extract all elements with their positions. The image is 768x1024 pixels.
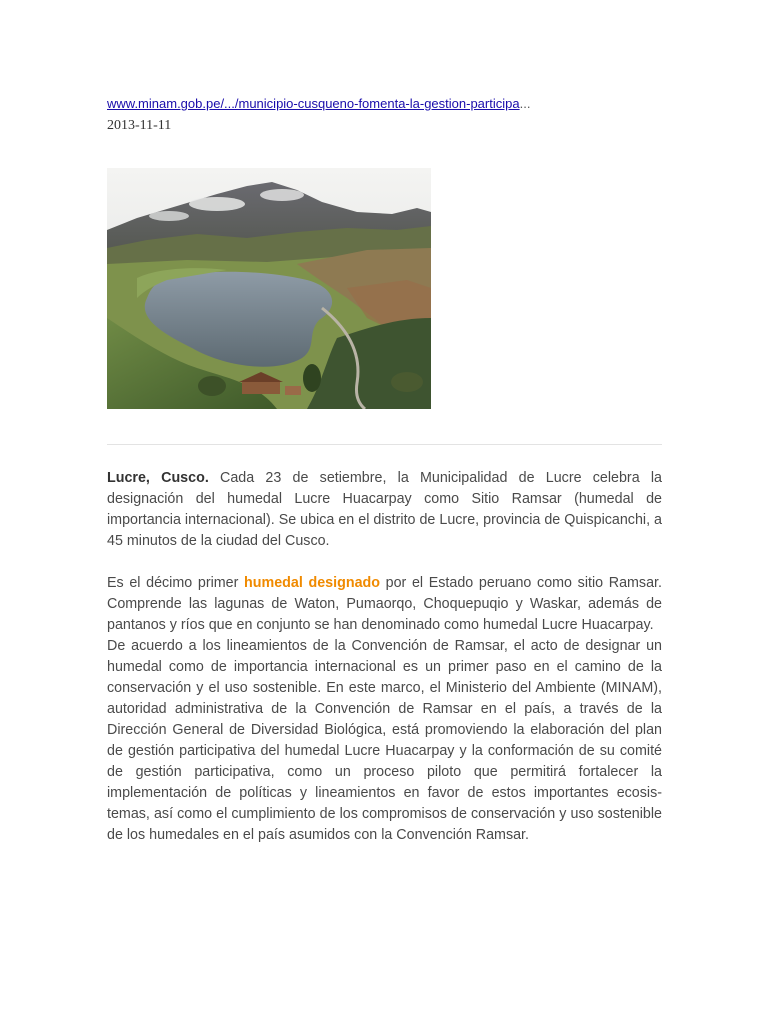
source-link[interactable]: www.minam.gob.pe/.../municipio-cusqueno-fomenta-la-gestion-participa (107, 96, 520, 111)
paragraph-3: De acuerdo a los lineamientos de la Convención de Ramsar, el acto de designar un humedal como de importancia internacional es un primer paso en el camino de la conservación y el uso sostenible. En este marco, el Ministerio del Ambiente (MINAM), autoridad administrativa de la Convención de Ramsar en el país, a través de la Dirección General de Diversidad Biológica, está promoviendo la elaboración del plan de gestión participativa del humedal Lucre Huacarpay y la conformación de su comité de gestión participativa, como un proceso piloto que permitirá fortalecer la implementación de políticas y lineamientos en favor de estos importantes ecosis-temas, así como el cumplimiento de los compromisos de conservación y uso sostenible de los humedales en el país asumidos con la Convención Ramsar. (107, 638, 662, 843)
highlight-humedal-designado[interactable]: humedal designado (244, 575, 380, 591)
paragraph-2-before: Es el décimo primer (107, 575, 245, 591)
lake-landscape-image (107, 168, 431, 409)
publish-date: 2013-11-11 (107, 118, 172, 133)
source-line (107, 95, 530, 112)
paragraph-1 (107, 468, 662, 552)
lead-location: Lucre, Cusco. (107, 470, 209, 486)
paragraph-2-after: por el Estado peruano como sitio Ramsar. Comprende las lagunas de Waton, Pumaorqo, Choquepuqio y Waskar, además de pantanos y ríos que en conjunto se han denominado como humedal Lucre Huacarpay. (107, 575, 662, 633)
lake-photo (107, 168, 431, 409)
paragraph-1-text: Cada 23 de setiembre, la Municipalidad de Lucre celebra la designación del humedal Lucre Huacarpay como Sitio Ramsar (humedal de importancia internacional). Se ubica en el distrito de Lucre, provincia de Quispicanchi, a 45 minutos de la ciudad del Cusco. (107, 470, 662, 549)
article-body (107, 468, 662, 846)
source-ellipsis: ... (519, 96, 531, 111)
paragraph-2 (107, 573, 662, 636)
divider (107, 444, 662, 445)
